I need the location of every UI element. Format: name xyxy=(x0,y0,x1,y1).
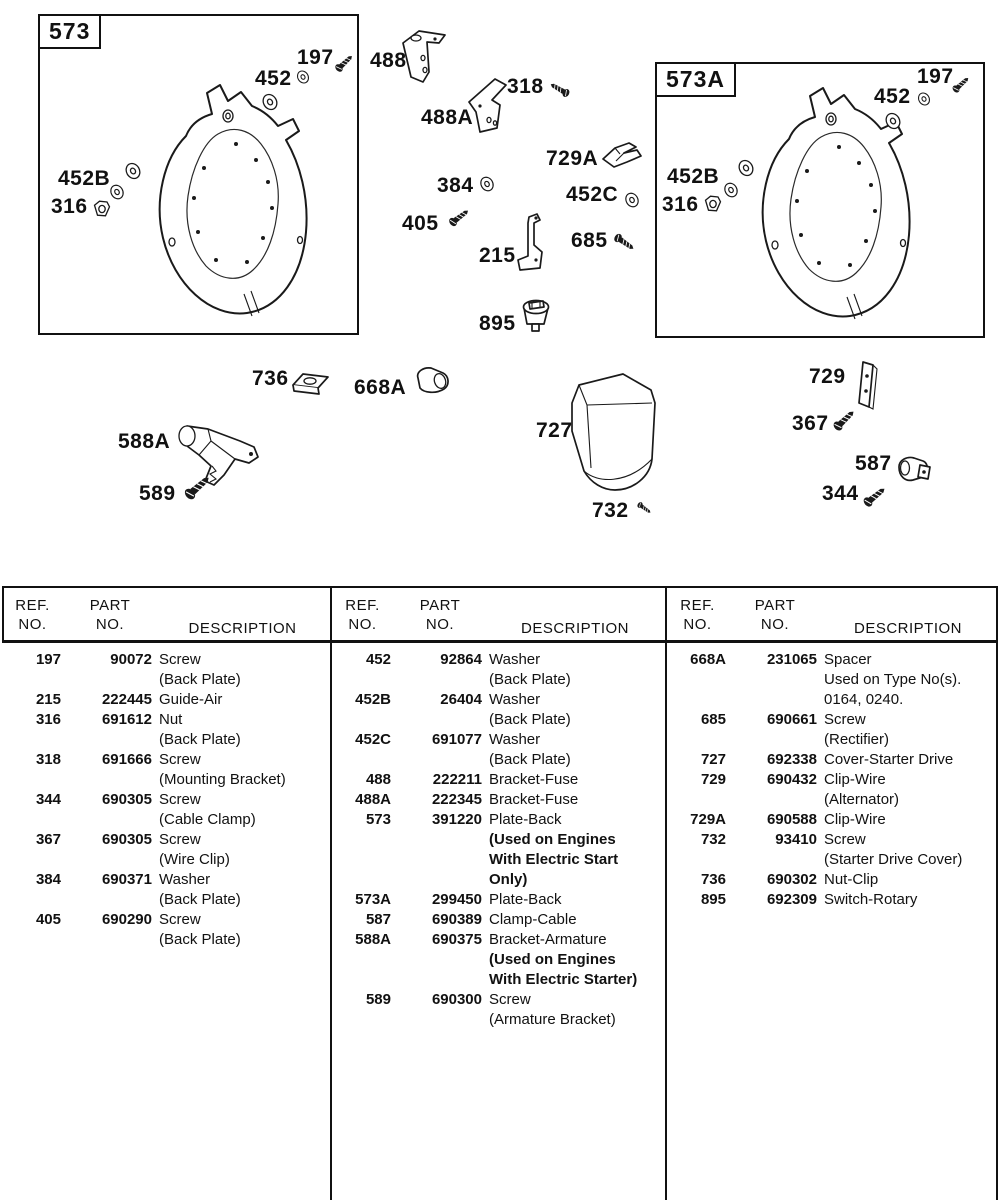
description-line: Screw xyxy=(159,791,201,808)
description-line: Spacer xyxy=(824,651,872,668)
table-rows xyxy=(2,643,330,950)
description-line: (Alternator) xyxy=(824,791,900,808)
table-row xyxy=(334,930,663,990)
guide-air-215-icon xyxy=(518,214,542,270)
part-no-cell: 222211 xyxy=(432,771,482,788)
parts-table xyxy=(2,586,998,1200)
switch-rotary-895-icon xyxy=(524,301,549,332)
washer-452B-left2-icon xyxy=(108,183,125,201)
washer-452-left-icon xyxy=(295,69,310,85)
header-description: DESCRIPTION xyxy=(520,620,629,637)
part-no-cell: 391220 xyxy=(431,811,482,828)
part-no-cell: 26404 xyxy=(440,691,482,708)
description-cell xyxy=(824,770,994,810)
callout-316: 316 xyxy=(51,195,88,218)
callout-729A: 729A xyxy=(546,147,599,170)
part-no-cell: 690432 xyxy=(766,771,817,788)
table-row xyxy=(669,810,994,830)
part-no-cell: 690588 xyxy=(766,811,817,828)
screw-197-right-icon xyxy=(951,75,971,94)
header-ref-no: REF. NO. xyxy=(15,597,50,633)
header-part-no: PART NO. xyxy=(89,597,131,633)
description-line: Guide-Air xyxy=(159,691,223,708)
callout-452: 452 xyxy=(874,85,911,108)
part-no-cell: 690371 xyxy=(101,871,152,888)
table-row xyxy=(334,910,663,930)
description-line: (Back Plate) xyxy=(489,671,571,688)
ref-no-cell: 587 xyxy=(365,911,391,928)
description-line: Screw xyxy=(489,991,531,1008)
callout-589: 589 xyxy=(139,482,176,505)
description-line: Clamp-Cable xyxy=(489,911,577,928)
description-line: Screw xyxy=(824,831,866,848)
description-line: Bracket-Fuse xyxy=(489,791,579,808)
ref-no-cell: 197 xyxy=(35,651,61,668)
callout-197: 197 xyxy=(297,46,334,69)
ref-no-cell: 488A xyxy=(355,791,391,808)
part-no-cell: 690389 xyxy=(431,911,482,928)
washer-452B-left-icon xyxy=(123,161,142,181)
callout-895: 895 xyxy=(479,312,516,335)
washer-452B-right-icon xyxy=(736,158,755,178)
description-cell xyxy=(489,730,663,770)
description-line: Clip-Wire xyxy=(824,771,886,788)
table-row xyxy=(669,650,994,710)
description-line: Screw xyxy=(159,831,201,848)
washer-384-icon xyxy=(478,175,495,193)
description-line: Washer xyxy=(489,731,541,748)
table-row xyxy=(669,890,994,910)
description-cell xyxy=(159,650,328,690)
description-line: (Back Plate) xyxy=(489,751,571,768)
bracket-fuse-488A-icon xyxy=(469,79,506,132)
callout-344: 344 xyxy=(822,482,859,505)
description-line: Washer xyxy=(489,691,541,708)
callout-452C: 452C xyxy=(566,183,619,206)
description-cell xyxy=(159,790,328,830)
callout-488: 488 xyxy=(370,49,407,72)
back-plate-573-drawing xyxy=(160,85,307,316)
ref-no-cell: 729A xyxy=(690,811,726,828)
spacer-668A-icon xyxy=(418,368,448,392)
description-line: Plate-Back xyxy=(489,811,562,828)
description-line: (Used on Engines xyxy=(489,831,616,848)
table-row xyxy=(334,810,663,890)
ref-no-cell: 732 xyxy=(700,831,726,848)
callout-452: 452 xyxy=(255,67,292,90)
description-cell xyxy=(489,770,663,790)
header-ref-no: REF. NO. xyxy=(345,597,380,633)
screw-405-icon xyxy=(448,207,471,227)
ref-no-cell: 668A xyxy=(690,651,726,668)
table-header xyxy=(2,588,330,643)
description-cell xyxy=(159,870,328,910)
description-cell xyxy=(489,990,663,1030)
parts-table-column xyxy=(332,588,667,1200)
clip-wire-729-icon xyxy=(859,362,877,409)
description-line: (Armature Bracket) xyxy=(489,1011,616,1028)
ref-no-cell: 452 xyxy=(365,651,391,668)
ref-no-cell: 384 xyxy=(35,871,61,888)
screw-732-icon xyxy=(636,501,652,515)
nut-316-right-icon xyxy=(706,196,721,211)
table-header xyxy=(667,588,996,643)
description-cell xyxy=(489,790,663,810)
part-no-cell: 691612 xyxy=(101,711,152,728)
part-no-cell: 692338 xyxy=(766,751,817,768)
ref-no-cell: 452C xyxy=(355,731,391,748)
description-line: Bracket-Armature xyxy=(489,931,607,948)
table-rows xyxy=(332,643,665,1030)
part-no-cell: 690300 xyxy=(431,991,482,1008)
description-cell xyxy=(159,690,328,710)
table-row xyxy=(334,890,663,910)
description-line: (Back Plate) xyxy=(159,931,241,948)
ref-no-cell: 895 xyxy=(700,891,726,908)
table-row xyxy=(669,770,994,810)
screw-685-icon xyxy=(613,232,636,252)
table-left-border xyxy=(2,588,4,643)
table-row xyxy=(4,710,328,750)
detail-box-label-573A: 573A xyxy=(655,62,736,97)
callout-384: 384 xyxy=(437,174,474,197)
callout-732: 732 xyxy=(592,499,629,522)
screw-367-icon xyxy=(832,408,857,432)
description-line: Screw xyxy=(159,911,201,928)
clip-wire-729A-icon xyxy=(603,143,641,167)
ref-no-cell: 215 xyxy=(35,691,61,708)
description-cell xyxy=(824,710,994,750)
callout-367: 367 xyxy=(792,412,829,435)
screw-318-icon xyxy=(549,81,571,99)
callout-452B: 452B xyxy=(58,167,111,190)
nut-clip-736-icon xyxy=(293,374,328,394)
description-line: (Cable Clamp) xyxy=(159,811,256,828)
description-line: Nut xyxy=(159,711,183,728)
table-row xyxy=(334,650,663,690)
callout-727: 727 xyxy=(536,419,573,442)
description-line: Plate-Back xyxy=(489,891,562,908)
table-row xyxy=(334,790,663,810)
description-line: Clip-Wire xyxy=(824,811,886,828)
description-cell xyxy=(824,830,994,870)
description-cell xyxy=(824,810,994,830)
part-no-cell: 690302 xyxy=(766,871,817,888)
washer-452-left2-icon xyxy=(260,92,279,112)
description-cell xyxy=(489,910,663,930)
description-line: (Back Plate) xyxy=(159,671,241,688)
table-row xyxy=(669,830,994,870)
washer-452B-right2-icon xyxy=(722,181,739,199)
description-cell xyxy=(824,870,994,890)
description-cell xyxy=(824,750,994,770)
description-line: With Electric Start xyxy=(489,851,619,868)
header-description: DESCRIPTION xyxy=(853,620,962,637)
description-cell xyxy=(489,890,663,910)
description-line: (Back Plate) xyxy=(159,731,241,748)
description-cell xyxy=(824,890,994,910)
description-line: (Starter Drive Cover) xyxy=(824,851,963,868)
parts-table-column xyxy=(2,588,332,1200)
callout-488A: 488A xyxy=(421,106,474,129)
callout-729: 729 xyxy=(809,365,846,388)
part-no-cell: 690661 xyxy=(766,711,817,728)
ref-no-cell: 736 xyxy=(700,871,726,888)
part-no-cell: 222445 xyxy=(101,691,152,708)
description-line: With Electric Starter) xyxy=(489,971,638,988)
ref-no-cell: 452B xyxy=(355,691,391,708)
screw-197-left-icon xyxy=(334,53,355,73)
description-cell xyxy=(159,910,328,950)
detail-box-label-573: 573 xyxy=(38,14,101,49)
ref-no-cell: 573A xyxy=(355,891,391,908)
description-line: Washer xyxy=(489,651,541,668)
description-line: Only) xyxy=(489,871,528,888)
description-line: Cover-Starter Drive xyxy=(824,751,954,768)
part-no-cell: 691666 xyxy=(101,751,152,768)
callout-405: 405 xyxy=(402,212,439,235)
table-row xyxy=(669,750,994,770)
cover-starter-drive-727-icon xyxy=(572,374,655,490)
ref-no-cell: 318 xyxy=(35,751,61,768)
part-no-cell: 690305 xyxy=(101,791,152,808)
table-header xyxy=(332,588,665,643)
part-no-cell: 691077 xyxy=(431,731,482,748)
header-description: DESCRIPTION xyxy=(188,620,297,637)
table-row xyxy=(4,790,328,830)
table-row xyxy=(4,870,328,910)
callout-318: 318 xyxy=(507,75,544,98)
header-part-no: PART NO. xyxy=(419,597,461,633)
description-line: Screw xyxy=(159,651,201,668)
part-no-cell: 692309 xyxy=(766,891,817,908)
part-no-cell: 299450 xyxy=(431,891,482,908)
ref-no-cell: 588A xyxy=(355,931,391,948)
description-line: Bracket-Fuse xyxy=(489,771,579,788)
description-line: Screw xyxy=(159,751,201,768)
parts-table-column xyxy=(667,588,998,1200)
nut-316-left-icon xyxy=(95,201,110,216)
table-row xyxy=(334,990,663,1030)
description-line: (Used on Engines xyxy=(489,951,616,968)
description-cell xyxy=(159,830,328,870)
table-row xyxy=(4,750,328,790)
callout-316: 316 xyxy=(662,193,699,216)
callout-587: 587 xyxy=(855,452,892,475)
ref-no-cell: 729 xyxy=(700,771,726,788)
callout-736: 736 xyxy=(252,367,289,390)
ref-no-cell: 405 xyxy=(35,911,61,928)
description-line: (Back Plate) xyxy=(159,891,241,908)
callout-197: 197 xyxy=(917,65,954,88)
description-cell xyxy=(489,690,663,730)
bracket-armature-588A-icon xyxy=(179,426,258,485)
washer-452C-icon xyxy=(623,191,640,209)
description-line: Screw xyxy=(824,711,866,728)
description-line: Used on Type No(s). xyxy=(824,671,962,688)
ref-no-cell: 367 xyxy=(35,831,61,848)
callout-685: 685 xyxy=(571,229,608,252)
part-no-cell: 231065 xyxy=(766,651,817,668)
header-ref-no: REF. NO. xyxy=(680,597,715,633)
description-cell xyxy=(489,810,663,890)
ref-no-cell: 727 xyxy=(700,751,726,768)
ref-no-cell: 316 xyxy=(35,711,61,728)
ref-no-cell: 685 xyxy=(700,711,726,728)
part-no-cell: 690305 xyxy=(101,831,152,848)
ref-no-cell: 589 xyxy=(365,991,391,1008)
callout-668A: 668A xyxy=(354,376,407,399)
part-no-cell: 690290 xyxy=(101,911,152,928)
table-row xyxy=(4,830,328,870)
callout-588A: 588A xyxy=(118,430,171,453)
callout-215: 215 xyxy=(479,244,516,267)
description-line: (Mounting Bracket) xyxy=(159,771,286,788)
description-line: Washer xyxy=(159,871,211,888)
table-rows xyxy=(667,643,996,910)
clamp-cable-587-icon xyxy=(899,457,930,480)
description-cell xyxy=(824,650,994,710)
ref-no-cell: 573 xyxy=(365,811,391,828)
description-line: (Rectifier) xyxy=(824,731,890,748)
description-line: 0164, 0240. xyxy=(824,691,904,708)
description-cell xyxy=(489,930,663,990)
table-row xyxy=(669,710,994,750)
table-row xyxy=(334,770,663,790)
ref-no-cell: 344 xyxy=(35,791,61,808)
description-line: (Wire Clip) xyxy=(159,851,230,868)
table-row xyxy=(4,650,328,690)
table-row xyxy=(4,910,328,950)
table-row xyxy=(4,690,328,710)
description-cell xyxy=(159,750,328,790)
part-no-cell: 690375 xyxy=(431,931,482,948)
ref-no-cell: 488 xyxy=(365,771,391,788)
description-line: (Back Plate) xyxy=(489,711,571,728)
screw-344-icon xyxy=(862,485,888,509)
bracket-fuse-488-icon xyxy=(403,31,445,82)
washer-452-right-icon xyxy=(916,91,931,107)
table-row xyxy=(669,870,994,890)
description-line: Switch-Rotary xyxy=(824,891,918,908)
exploded-parts-diagram xyxy=(0,0,1000,586)
callout-452B: 452B xyxy=(667,165,720,188)
part-no-cell: 93410 xyxy=(775,831,817,848)
description-cell xyxy=(489,650,663,690)
table-row xyxy=(334,690,663,730)
description-line: Nut-Clip xyxy=(824,871,879,888)
part-no-cell: 90072 xyxy=(110,651,152,668)
description-cell xyxy=(159,710,328,750)
table-row xyxy=(334,730,663,770)
header-part-no: PART NO. xyxy=(754,597,796,633)
part-no-cell: 222345 xyxy=(431,791,482,808)
part-no-cell: 92864 xyxy=(440,651,482,668)
